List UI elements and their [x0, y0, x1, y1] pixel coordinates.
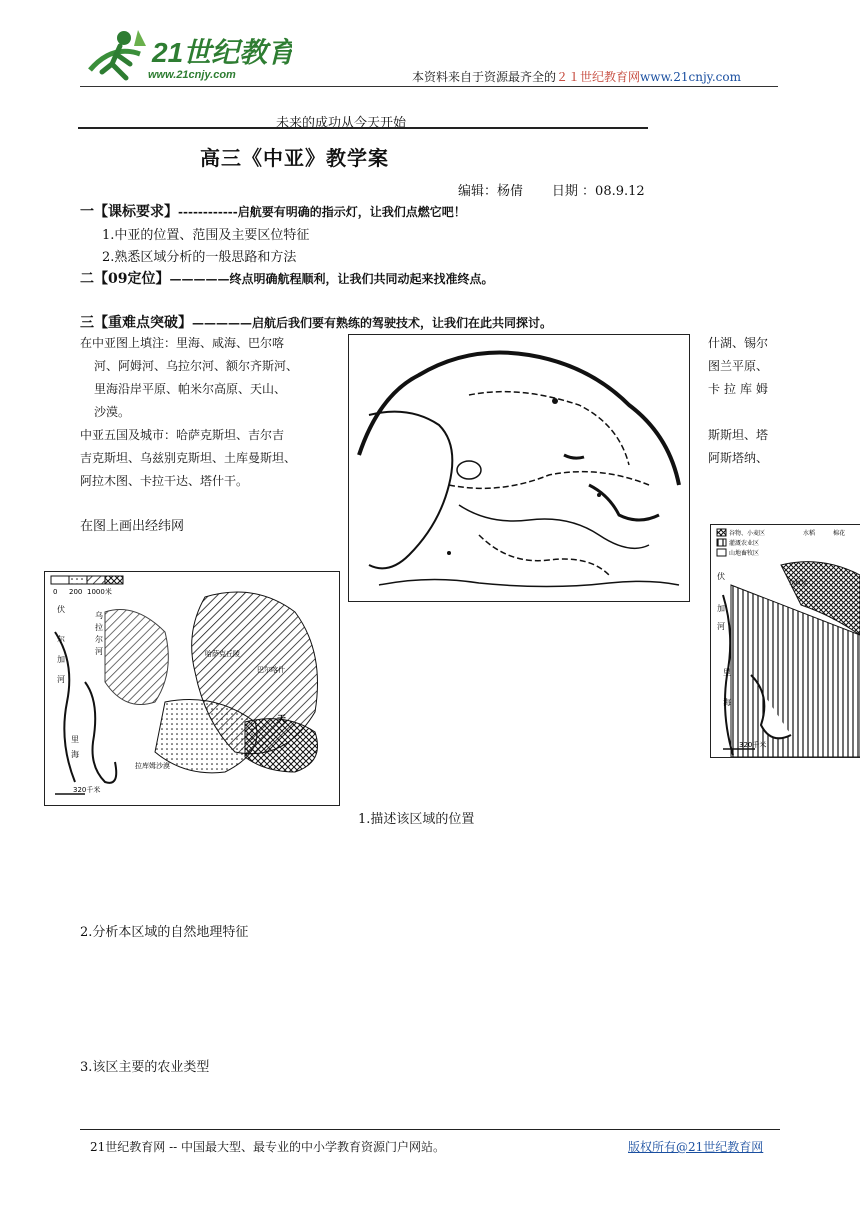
footer-text: 21世纪教育网 -- 中国最大型、最专业的中小学教育资源门户网站。 — [90, 1140, 446, 1154]
header-divider — [80, 86, 778, 87]
agri-label-jia: 加 — [717, 604, 725, 613]
standards-item-2: 2.熟悉区域分析的一般思路和方法 — [102, 250, 297, 265]
fill-instructions — [80, 332, 350, 493]
standards-item-1: 1.中亚的位置、范围及主要区位特征 — [102, 228, 310, 243]
legend-tick-200: 200 — [69, 588, 83, 596]
question-3: 3.该区主要的农业类型 — [80, 1060, 210, 1075]
section-key-points-rest: —————启航后我们要有熟练的驾驶技术，让我们在此共同探讨。 — [192, 316, 553, 330]
map-label-er2: 尔 — [95, 635, 103, 644]
fill-line-4: 沙漠。 — [94, 405, 131, 419]
map-label-er: 尔 — [57, 635, 65, 644]
map-label-karakum: 拉库姆沙漠 — [135, 762, 170, 770]
question-2: 2.分析本区域的自然地理特征 — [80, 925, 249, 940]
agri-map-scale: 320千米 — [739, 741, 767, 749]
legend-irrigated: 灌溉农业区 — [729, 540, 760, 547]
footer-divider — [80, 1129, 780, 1130]
right-line-5: 阿斯塔纳、 — [708, 451, 769, 465]
map-label-tian: 天 — [277, 715, 287, 725]
right-line-3: 卡拉库姆 — [708, 382, 773, 396]
map-label-he: 河 — [57, 675, 65, 684]
header-note-url[interactable]: www.21cnjy.com — [640, 70, 741, 84]
map-label-wu: 乌 — [95, 611, 103, 620]
central-asia-outline-map — [348, 334, 690, 602]
section-standards — [80, 201, 466, 221]
legend-grain: 谷物、小麦区 — [729, 530, 766, 537]
agri-label-he: 河 — [717, 622, 725, 631]
site-logo — [82, 24, 292, 84]
right-line-2: 图兰平原、 — [708, 359, 769, 373]
agri-label-hai: 海 — [723, 698, 731, 707]
legend-tick-0: 0 — [53, 588, 58, 596]
map-label-hai: 海 — [71, 750, 79, 759]
motto-underline — [78, 127, 648, 129]
header-note — [412, 68, 741, 85]
section-standards-head: 一【课标要求】 — [80, 204, 178, 220]
fill-line-1: 在中亚图上填注：里海、咸海、巴尔喀 — [80, 336, 285, 350]
countries-line-2: 吉克斯坦、乌兹别克斯坦、土库曼斯坦、 — [80, 451, 297, 465]
map-scale: 320千米 — [73, 786, 101, 794]
map-label-kazakh-uplands: 哈萨克丘陵 — [205, 650, 240, 658]
question-1: 1.描述该区域的位置 — [358, 812, 475, 827]
header-note-site: ２１世纪教育网 — [556, 70, 641, 84]
section-key-points — [80, 312, 552, 332]
agri-label-li: 里 — [723, 668, 731, 677]
footer-copyright-link[interactable]: 版权所有@21世纪教育网 — [628, 1140, 764, 1154]
map-label-jia: 加 — [57, 655, 65, 664]
grid-instruction: 在图上画出经纬网 — [80, 519, 185, 534]
agri-label-ural: 乌拉尔 — [789, 580, 808, 587]
map-label-balkhash: 巴尔喀什 — [257, 666, 285, 674]
legend-rice: 水稻 — [803, 530, 816, 537]
physical-map — [44, 571, 340, 806]
map-label-li: 里 — [71, 735, 79, 744]
section-standards-rest: ------------启航要有明确的指示灯，让我们点燃它吧！ — [178, 205, 466, 219]
header-note-prefix: 本资料来自于资源最齐全的 — [412, 70, 557, 84]
editor-line: 编辑：杨倩 日期 ：08.9.12 — [458, 184, 645, 199]
map-label-he2: 河 — [95, 647, 103, 656]
logo-text: 21世纪教育 — [152, 37, 292, 68]
agri-label-fu: 伏 — [717, 572, 725, 581]
legend-cotton: 棉花 — [833, 530, 846, 537]
countries-line-3: 阿拉木图、卡拉干达、塔什干。 — [80, 474, 249, 488]
countries-line-1: 中亚五国及城市：哈萨克斯坦、吉尔吉 — [80, 428, 285, 442]
agriculture-map — [710, 524, 860, 758]
page-title: 高三《中亚》教学案 — [200, 146, 389, 170]
legend-mountain-pasture: 山地畜牧区 — [729, 550, 760, 557]
section-positioning — [80, 268, 494, 288]
fill-instructions-continued — [708, 332, 788, 470]
logo-url: www.21cnjy.com — [148, 69, 236, 81]
right-line-1: 什湖、锡尔 — [708, 336, 769, 350]
motto: 未来的成功从今天开始 — [276, 116, 407, 131]
fill-line-2: 河、阿姆河、乌拉尔河、额尔齐斯河、 — [94, 359, 299, 373]
right-line-4: 斯斯坦、塔 — [708, 428, 769, 442]
map-label-la: 拉 — [95, 623, 103, 632]
section-key-points-head: 三【重难点突破】 — [80, 315, 192, 331]
fill-line-3: 里海沿岸平原、帕米尔高原、天山、 — [94, 382, 287, 396]
section-positioning-rest: —————终点明确航程顺利，让我们共同动起来找准终点。 — [169, 272, 494, 286]
legend-tick-1000: 1000米 — [87, 588, 112, 596]
section-positioning-head: 二【09定位】 — [80, 271, 170, 287]
map-label-fu: 伏 — [57, 605, 65, 614]
